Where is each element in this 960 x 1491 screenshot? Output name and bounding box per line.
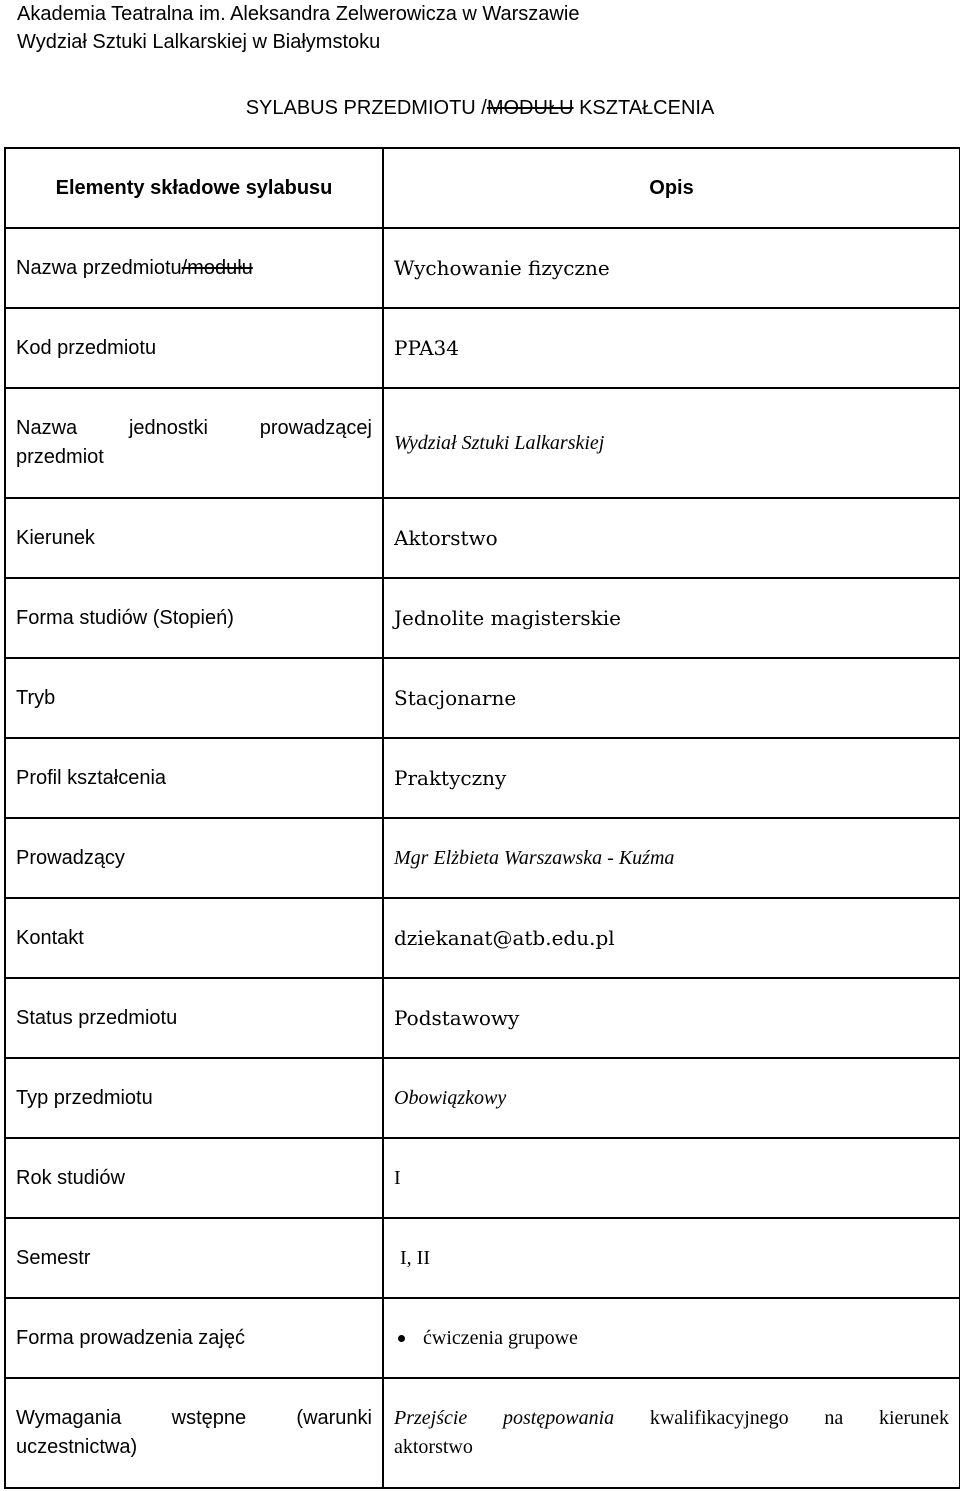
table-row xyxy=(5,898,960,978)
row-value: Podstawowy xyxy=(383,978,960,1058)
table-row xyxy=(5,498,960,578)
struck-text: MODUŁU xyxy=(486,97,574,119)
column-header-description: Opis xyxy=(383,148,960,228)
table-row xyxy=(5,308,960,388)
row-value: Przejście postępowania kwalifikacyjnego na kierunek aktorstwo xyxy=(383,1378,960,1488)
row-label: Prowadzący xyxy=(5,818,383,898)
row-value: Stacjonarne xyxy=(383,658,960,738)
row-value: I xyxy=(383,1138,960,1218)
table-row xyxy=(5,978,960,1058)
row-label: Nazwa jednostki prowadzącej przedmiot xyxy=(5,388,383,498)
row-value: PPA34 xyxy=(383,308,960,388)
row-value: Aktorstwo xyxy=(383,498,960,578)
row-label: Nazwa przedmiotu/modułu xyxy=(5,228,383,308)
row-value: Wychowanie fizyczne xyxy=(383,228,960,308)
table-row xyxy=(5,818,960,898)
column-header-elements: Elementy składowe sylabusu xyxy=(5,148,383,228)
table-row xyxy=(5,578,960,658)
faculty-name: Wydział Sztuki Lalkarskiej w Białymstoku xyxy=(17,31,381,53)
row-label: Wymagania wstępne (warunki uczestnictwa) xyxy=(5,1378,383,1488)
row-label: Forma prowadzenia zajęć xyxy=(5,1298,383,1378)
table-row xyxy=(5,658,960,738)
table-row xyxy=(5,738,960,818)
table-row xyxy=(5,1298,960,1378)
row-value: Praktyczny xyxy=(383,738,960,818)
table-row xyxy=(5,388,960,498)
row-label: Forma studiów (Stopień) xyxy=(5,578,383,658)
row-label: Kierunek xyxy=(5,498,383,578)
institution-header xyxy=(17,0,937,56)
row-label: Profil kształcenia xyxy=(5,738,383,818)
contact-email: dziekanat@atb.edu.pl xyxy=(383,898,960,978)
row-value: Wydział Sztuki Lalkarskiej xyxy=(383,388,960,498)
row-value: I, II xyxy=(383,1218,960,1298)
row-value xyxy=(383,1298,960,1378)
table-row xyxy=(5,1218,960,1298)
row-label: Tryb xyxy=(5,658,383,738)
document-title: SYLABUS PRZEDMIOTU /MODUŁU KSZTAŁCENIA xyxy=(245,97,715,119)
syllabus-table xyxy=(4,147,960,1489)
table-row xyxy=(5,1378,960,1488)
row-label: Status przedmiotu xyxy=(5,978,383,1058)
bullet-icon xyxy=(398,1335,405,1342)
institution-name: Akademia Teatralna im. Aleksandra Zelwerowicza w Warszawie xyxy=(17,3,580,25)
row-value: Mgr Elżbieta Warszawska - Kuźma xyxy=(383,818,960,898)
row-label: Typ przedmiotu xyxy=(5,1058,383,1138)
table-row xyxy=(5,228,960,308)
row-value: Obowiązkowy xyxy=(383,1058,960,1138)
row-label: Kontakt xyxy=(5,898,383,978)
class-form-item: ćwiczenia grupowe xyxy=(423,1326,578,1349)
row-label: Semestr xyxy=(5,1218,383,1298)
row-value: Jednolite magisterskie xyxy=(383,578,960,658)
table-header-row xyxy=(5,148,960,228)
struck-text: /modułu xyxy=(181,256,253,279)
row-label: Rok studiów xyxy=(5,1138,383,1218)
row-label: Kod przedmiotu xyxy=(5,308,383,388)
table-row xyxy=(5,1138,960,1218)
table-row xyxy=(5,1058,960,1138)
